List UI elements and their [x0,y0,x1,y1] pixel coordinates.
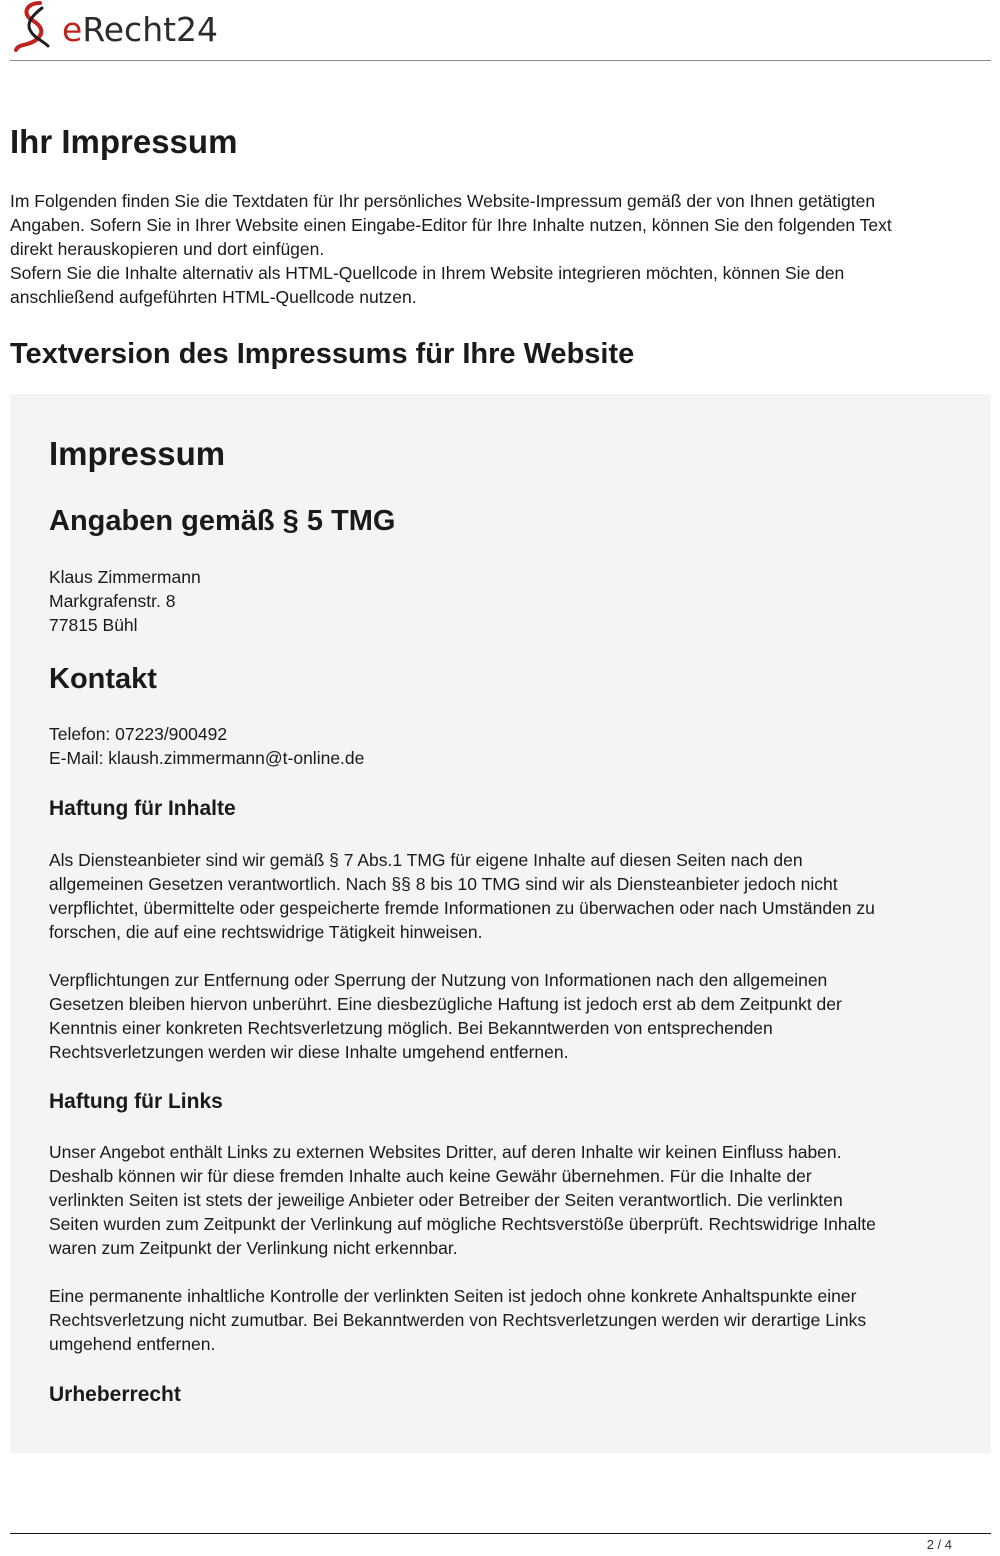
text-line: Verpflichtungen zur Entfernung oder Sperrung der Nutzung von Informationen nach den allgemeinen [49,970,828,990]
section-title-textversion: Textversion des Impressums für Ihre Website [10,338,635,370]
urheberrecht-heading: Urheberrecht [49,1383,181,1406]
impressum-heading: Impressum [49,435,226,472]
angaben-heading: Angaben gemäß § 5 TMG [49,505,396,537]
intro-line: anschließend aufgeführten HTML-Quellcode nutzen. [10,287,417,307]
text-line: forschen, die auf eine rechtswidrige Tätigkeit hinweisen. [49,922,483,942]
intro-text [10,189,970,309]
contact-email: E-Mail: klaush.zimmermann@t-online.de [49,748,365,768]
text-line: Als Diensteanbieter sind wir gemäß § 7 Abs.1 TMG für eigene Inhalte auf diesen Seiten nach den [49,850,803,870]
text-line: Rechtsverletzung nicht zumutbar. Bei Bekanntwerden von Rechtsverletzungen werden wir derartige Links [49,1310,867,1330]
haftung-inhalte-paragraph-1 [49,848,959,944]
contact-block [49,722,959,770]
haftung-inhalte-paragraph-2 [49,968,959,1064]
text-line: Gesetzen bleiben hiervon unberührt. Eine diesbezügliche Haftung ist jedoch erst ab dem Zeitpunkt der [49,994,842,1014]
text-line: waren zum Zeitpunkt der Verlinkung nicht erkennbar. [49,1238,458,1258]
contact-phone: Telefon: 07223/900492 [49,724,228,744]
logo-recht24: Recht24 [82,10,219,49]
intro-line: Angaben. Sofern Sie in Ihrer Website einen Eingabe-Editor für Ihre Inhalte nutzen, können Sie den folgenden Text [10,215,892,235]
intro-line: direkt herauskopieren und dort einfügen. [10,239,325,259]
footer-divider [10,1533,991,1534]
erecht24-logo [10,0,240,58]
address-block [49,565,959,637]
haftung-links-paragraph-1 [49,1140,959,1260]
intro-line: Im Folgenden finden Sie die Textdaten für Ihr persönliches Website-Impressum gemäß der von Ihnen getätigten [10,191,876,211]
logo-e: e [62,10,83,49]
address-name: Klaus Zimmermann [49,567,201,587]
intro-line: Sofern Sie die Inhalte alternativ als HTML-Quellcode in Ihrem Website integrieren möchten, können Sie den [10,263,845,283]
text-line: umgehend entfernen. [49,1334,216,1354]
haftung-links-paragraph-2 [49,1284,959,1356]
page-number: 2 / 4 [926,1537,952,1552]
address-city: 77815 Bühl [49,615,138,635]
page-title: Ihr Impressum [10,123,238,160]
logo-wordmark [62,10,218,50]
address-street: Markgrafenstr. 8 [49,591,176,611]
paragraph-swirl-logo-icon [12,0,60,56]
haftung-links-heading: Haftung für Links [49,1090,223,1113]
haftung-inhalte-heading: Haftung für Inhalte [49,797,236,820]
impressum-text-box [10,394,991,1453]
text-line: Unser Angebot enthält Links zu externen Websites Dritter, auf deren Inhalte wir keinen Einfluss haben. [49,1142,842,1162]
text-line: Kenntnis einer konkreten Rechtsverletzung möglich. Bei Bekanntwerden von entsprechenden [49,1018,773,1038]
text-line: allgemeinen Gesetzen verantwortlich. Nach §§ 8 bis 10 TMG sind wir als Diensteanbieter jedoch nicht [49,874,838,894]
page-header [10,0,991,61]
text-line: Eine permanente inhaltliche Kontrolle der verlinkten Seiten ist jedoch ohne konkrete Anhaltspunkte einer [49,1286,857,1306]
kontakt-heading: Kontakt [49,663,157,695]
text-line: Seiten wurden zum Zeitpunkt der Verlinkung auf mögliche Rechtsverstöße überprüft. Rechtswidrige Inhalte [49,1214,876,1234]
text-line: verlinkten Seiten ist stets der jeweilige Anbieter oder Betreiber der Seiten verantwortlich. Die verlinkten [49,1190,843,1210]
text-line: Rechtsverletzungen werden wir diese Inhalte umgehend entfernen. [49,1042,569,1062]
text-line: verpflichtet, übermittelte oder gespeicherte fremde Informationen zu überwachen oder nach Umständen zu [49,898,875,918]
text-line: Deshalb können wir für diese fremden Inhalte auch keine Gewähr übernehmen. Für die Inhalte der [49,1166,812,1186]
